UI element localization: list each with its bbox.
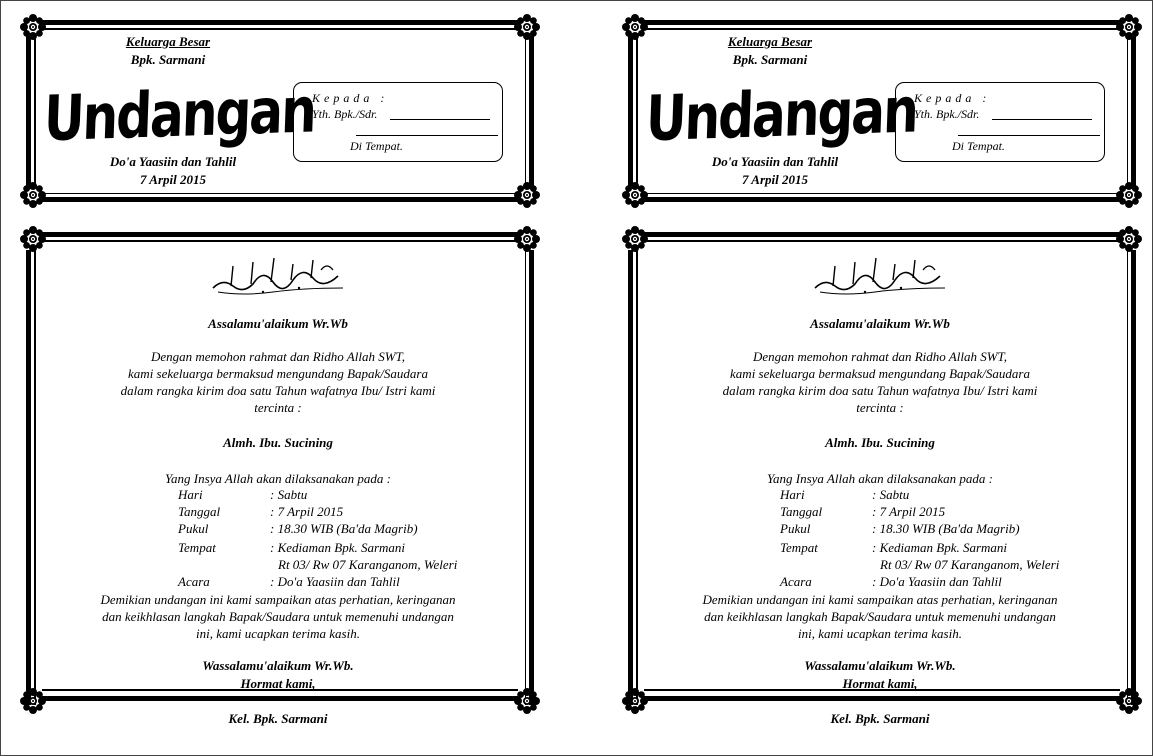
invitation-title: Undangan — [42, 73, 317, 156]
border-line — [1131, 36, 1136, 186]
letter-card — [620, 224, 1144, 756]
border-line — [34, 36, 36, 186]
border-line — [525, 36, 527, 186]
detail-label: Tanggal — [178, 504, 221, 519]
greeting: Assalamu'alaikum Wr.Wb — [208, 316, 348, 331]
salutation: Yth. Bpk./Sdr. — [312, 107, 378, 121]
border-line — [525, 250, 527, 705]
intro-line: dalam rangka kirim doa satu Tahun wafatnya Ibu/ Istri kami — [120, 383, 436, 398]
border-line — [628, 36, 633, 186]
floral-corner-icon — [18, 12, 48, 42]
border-line — [1127, 250, 1129, 705]
intro-line: tercinta : — [856, 400, 904, 415]
schedule-intro: Yang Insya Allah akan dilaksanakan pada : — [164, 471, 392, 486]
invitation-copy-left — [0, 0, 576, 756]
floral-corner-icon — [512, 224, 542, 254]
detail-value: : Kediaman Bpk. Sarmani — [270, 540, 406, 555]
detail-value: : Do'a Yaasiin dan Tahlil — [270, 574, 400, 589]
place-label: Di Tempat. — [952, 139, 1005, 153]
border-line — [529, 250, 534, 705]
detail-value: : Sabtu — [270, 487, 308, 502]
floral-corner-icon — [1114, 12, 1144, 42]
cover-card — [18, 12, 542, 210]
intro-line: Dengan memohon rahmat dan Ridho Allah SWT, — [150, 349, 406, 364]
border-line — [644, 197, 1120, 202]
border-line — [34, 250, 36, 705]
closing-line: dan keikhlasan langkah Bapak/Saudara untuk memenuhi undangan — [704, 609, 1056, 624]
border-line — [26, 250, 31, 705]
place-label: Di Tempat. — [350, 139, 403, 153]
address-box — [293, 82, 503, 162]
border-line — [644, 20, 1120, 25]
salutation: Yth. Bpk./Sdr. — [914, 107, 980, 121]
deceased-name: Almh. Ibu. Sucining — [223, 435, 333, 450]
floral-corner-icon — [512, 686, 542, 716]
border-line — [529, 36, 534, 186]
intro-line: tercinta : — [254, 400, 302, 415]
border-line — [42, 232, 518, 237]
deceased-name: Almh. Ibu. Sucining — [825, 435, 935, 450]
regards: Hormat kami, — [240, 676, 316, 691]
event-date: 7 Arpil 2015 — [140, 172, 206, 187]
border-line — [644, 232, 1120, 237]
border-line — [644, 193, 1120, 195]
detail-value: : 7 Arpil 2015 — [270, 504, 344, 519]
letter-card — [18, 224, 542, 756]
detail-value: : 7 Arpil 2015 — [872, 504, 946, 519]
floral-corner-icon — [620, 12, 650, 42]
regards: Hormat kami, — [842, 676, 918, 691]
detail-value: : Sabtu — [872, 487, 910, 502]
floral-corner-icon — [512, 180, 542, 210]
floral-corner-icon — [1114, 686, 1144, 716]
closing-line: ini, kami ucapkan terima kasih. — [196, 626, 360, 641]
detail-label: Tanggal — [780, 504, 823, 519]
border-line — [42, 193, 518, 195]
detail-label: Acara — [178, 574, 210, 589]
border-line — [636, 250, 638, 705]
floral-corner-icon — [620, 686, 650, 716]
event-name: Do'a Yaasiin dan Tahlil — [109, 154, 237, 169]
detail-value: : 18.30 WIB (Ba'da Magrib) — [872, 521, 1020, 536]
address-box — [895, 82, 1105, 162]
event-name: Do'a Yaasiin dan Tahlil — [711, 154, 839, 169]
border-line — [42, 28, 518, 30]
detail-value: : Do'a Yaasiin dan Tahlil — [872, 574, 1002, 589]
border-line — [644, 28, 1120, 30]
family-name: Bpk. Sarmani — [130, 52, 206, 67]
event-date: 7 Arpil 2015 — [742, 172, 808, 187]
detail-label: Acara — [780, 574, 812, 589]
floral-corner-icon — [512, 12, 542, 42]
signature: Kel. Bpk. Sarmani — [228, 711, 328, 726]
detail-label: Hari — [178, 487, 203, 502]
bismillah-calligraphy-icon — [805, 248, 955, 298]
floral-corner-icon — [18, 180, 48, 210]
name-blank-line — [390, 119, 490, 120]
bismillah-calligraphy-icon — [203, 248, 353, 298]
detail-label: Pukul — [780, 521, 811, 536]
floral-corner-icon — [620, 180, 650, 210]
greeting: Assalamu'alaikum Wr.Wb — [810, 316, 950, 331]
floral-corner-icon — [620, 224, 650, 254]
detail-value: : Kediaman Bpk. Sarmani — [872, 540, 1008, 555]
name-blank-line — [992, 119, 1092, 120]
intro-line: Dengan memohon rahmat dan Ridho Allah SWT, — [752, 349, 1008, 364]
intro-line: kami sekeluarga bermaksud mengundang Bapak/Saudara — [128, 366, 428, 381]
detail-value: Rt 03/ Rw 07 Karanganom, Weleri — [880, 557, 1060, 572]
border-line — [42, 240, 518, 242]
border-line — [1127, 36, 1129, 186]
cover-card — [620, 12, 1144, 210]
detail-label: Tempat — [178, 540, 216, 555]
to-label: Kepada : — [914, 91, 991, 105]
closing-line: dan keikhlasan langkah Bapak/Saudara untuk memenuhi undangan — [102, 609, 454, 624]
intro-line: kami sekeluarga bermaksud mengundang Bapak/Saudara — [730, 366, 1030, 381]
border-line — [26, 36, 31, 186]
closing-line: Demikian undangan ini kami sampaikan atas perhatian, keringanan — [702, 592, 1058, 607]
closing-line: Demikian undangan ini kami sampaikan atas perhatian, keringanan — [100, 592, 456, 607]
intro-line: dalam rangka kirim doa satu Tahun wafatnya Ibu/ Istri kami — [722, 383, 1038, 398]
schedule-intro: Yang Insya Allah akan dilaksanakan pada : — [766, 471, 994, 486]
floral-corner-icon — [1114, 180, 1144, 210]
border-line — [42, 197, 518, 202]
floral-corner-icon — [18, 224, 48, 254]
invitation-title: Undangan — [644, 73, 919, 156]
farewell: Wassalamu'alaikum Wr.Wb. — [202, 658, 354, 673]
closing-line: ini, kami ucapkan terima kasih. — [798, 626, 962, 641]
farewell: Wassalamu'alaikum Wr.Wb. — [804, 658, 956, 673]
name-blank-line — [356, 135, 498, 136]
name-blank-line — [958, 135, 1100, 136]
signature: Kel. Bpk. Sarmani — [830, 711, 930, 726]
family-name: Bpk. Sarmani — [732, 52, 808, 67]
to-label: Kepada : — [312, 91, 389, 105]
detail-label: Hari — [780, 487, 805, 502]
border-line — [42, 20, 518, 25]
border-line — [42, 696, 518, 701]
detail-label: Pukul — [178, 521, 209, 536]
border-line — [644, 696, 1120, 701]
detail-label: Tempat — [780, 540, 818, 555]
border-line — [644, 240, 1120, 242]
family-label: Keluarga Besar — [125, 34, 211, 49]
floral-corner-icon — [1114, 224, 1144, 254]
border-line — [636, 36, 638, 186]
invitation-copy-right — [602, 0, 1153, 756]
family-label: Keluarga Besar — [727, 34, 813, 49]
floral-corner-icon — [18, 686, 48, 716]
detail-value: : 18.30 WIB (Ba'da Magrib) — [270, 521, 418, 536]
border-line — [1131, 250, 1136, 705]
border-line — [628, 250, 633, 705]
detail-value: Rt 03/ Rw 07 Karanganom, Weleri — [278, 557, 458, 572]
